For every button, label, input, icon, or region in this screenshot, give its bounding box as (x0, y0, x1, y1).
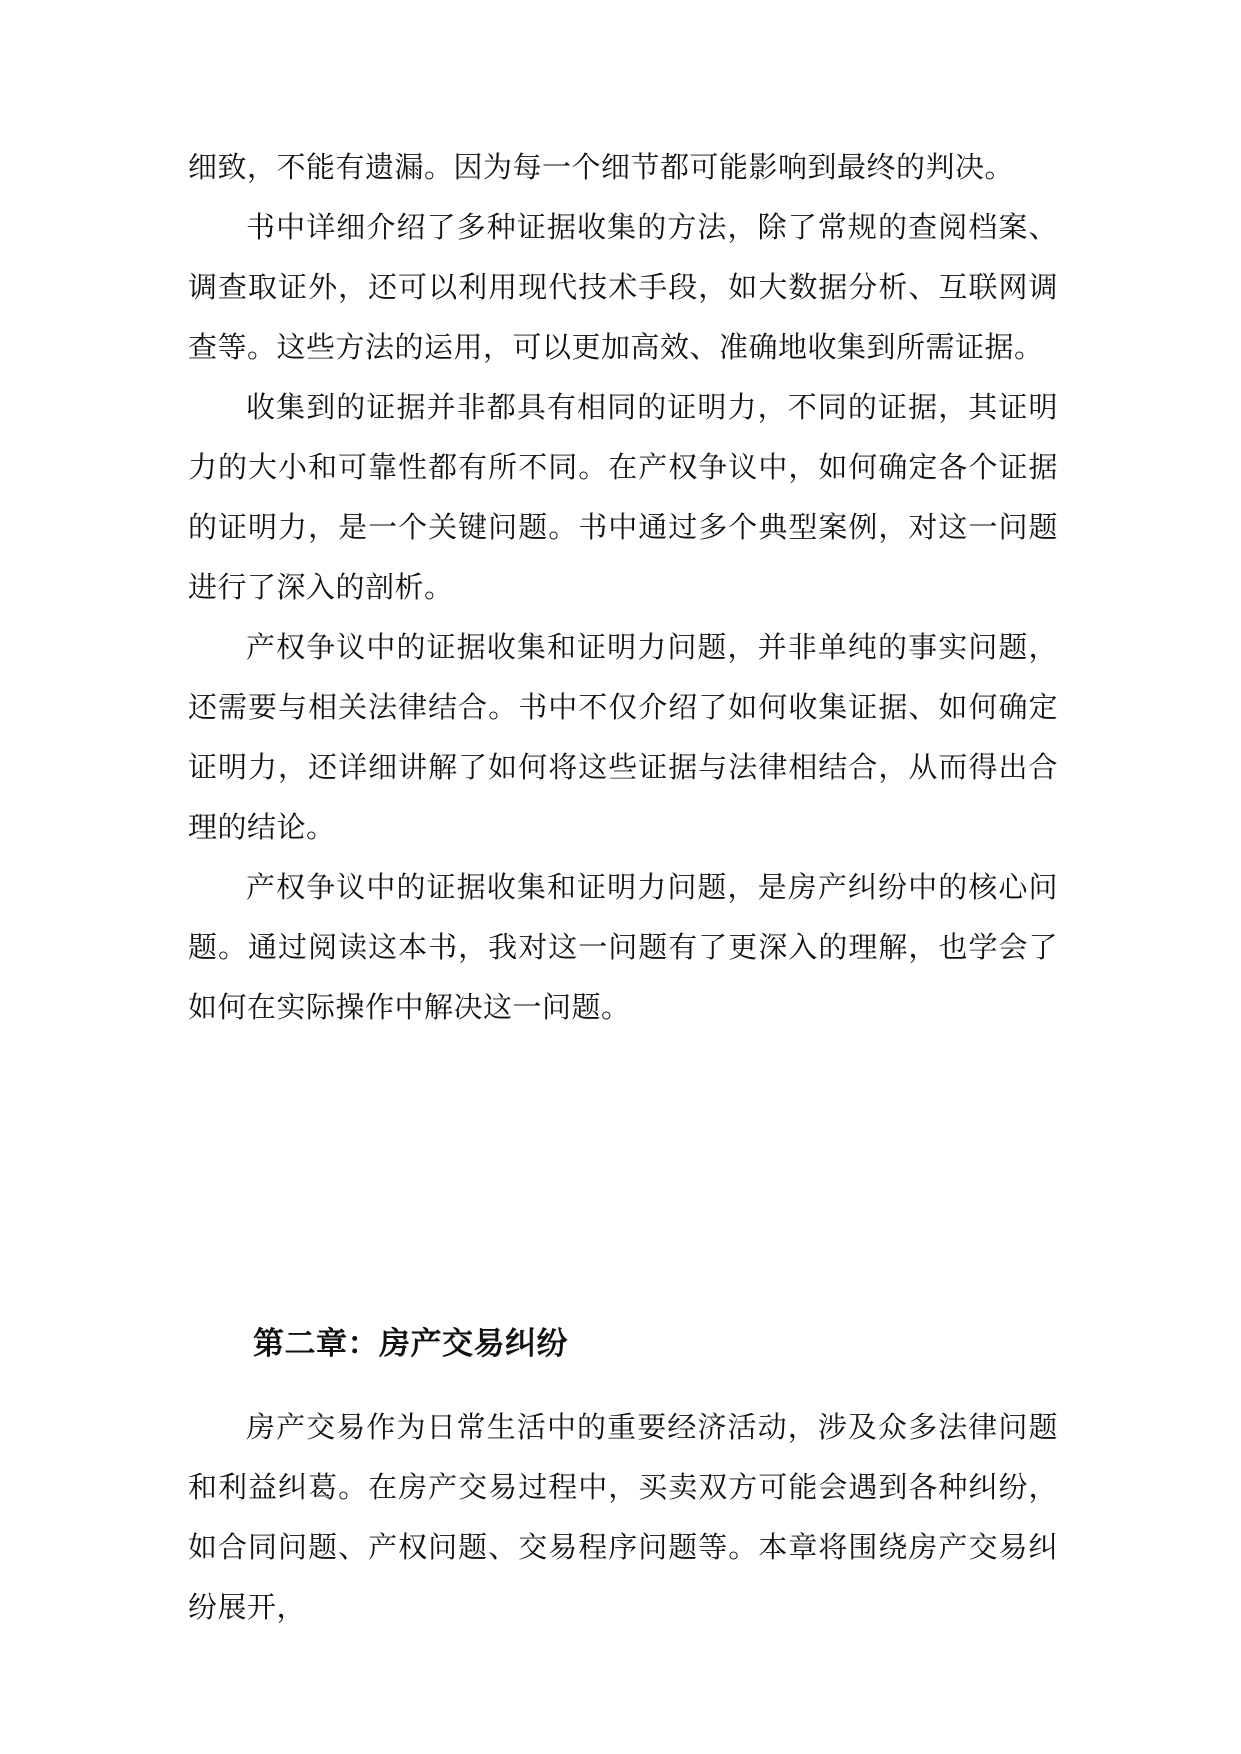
paragraph-core-issue: 产权争议中的证据收集和证明力问题，是房产纠纷中的核心问题。通过阅读这本书，我对这一问题有了更深入的理解，也学会了如何在实际操作中解决这一问题。 (188, 870, 1058, 1024)
chapter-heading: 第二章：房产交易纠纷 (253, 1326, 568, 1362)
paragraph-continuation: 细致，不能有遗漏。因为每一个细节都可能影响到最终的判决。 (188, 150, 1015, 184)
paragraph-probative-value: 收集到的证据并非都具有相同的证明力，不同的证据，其证明力的大小和可靠性都有所不同。在产权争议中，如何确定各个证据的证明力，是一个关键问题。书中通过多个典型案例，对这一问题进行了深入的剖析。 (188, 390, 1058, 604)
paragraph-law-combination: 产权争议中的证据收集和证明力问题，并非单纯的事实问题，还需要与相关法律结合。书中不仅介绍了如何收集证据、如何确定证明力，还详细讲解了如何将这些证据与法律相结合，从而得出合理的结论。 (188, 630, 1058, 844)
paragraph-chapter-intro: 房产交易作为日常生活中的重要经济活动，涉及众多法律问题和利益纠葛。在房产交易过程中，买卖双方可能会遇到各种纠纷，如合同问题、产权问题、交易程序问题等。本章将围绕房产交易纠纷展开， (188, 1410, 1058, 1624)
paragraph-evidence-methods: 书中详细介绍了多种证据收集的方法，除了常规的查阅档案、调查取证外，还可以利用现代技术手段，如大数据分析、互联网调查等。这些方法的运用，可以更加高效、准确地收集到所需证据。 (188, 210, 1058, 364)
